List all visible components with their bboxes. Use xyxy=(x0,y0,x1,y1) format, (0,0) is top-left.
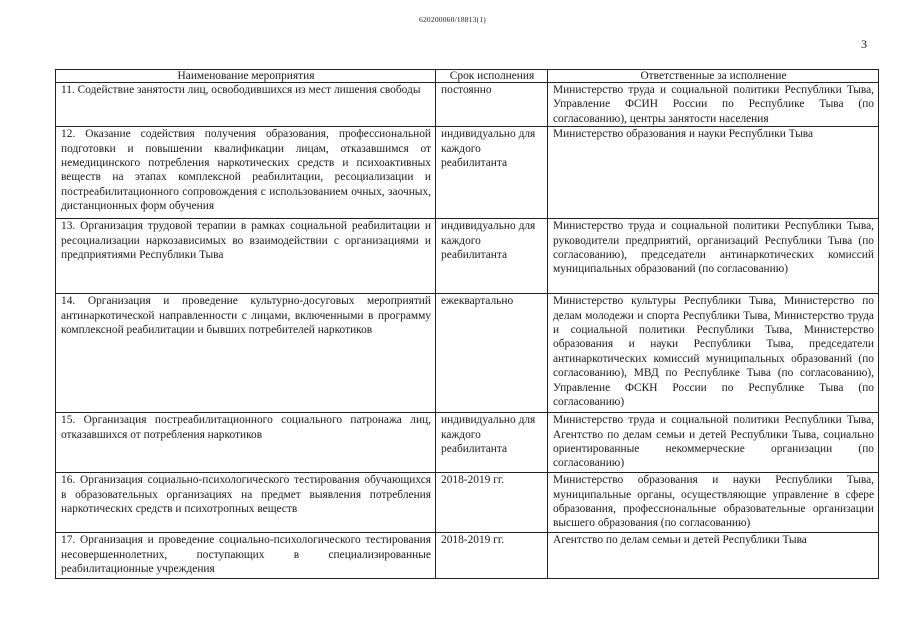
event-term: 2018-2019 гг. xyxy=(436,473,548,533)
event-term: ежеквартально xyxy=(436,294,548,413)
column-header-name: Наименование мероприятия xyxy=(56,70,436,83)
event-responsible: Министерство образования и науки Республики Тыва xyxy=(548,127,879,219)
table-row xyxy=(56,294,879,413)
table-row xyxy=(56,473,879,533)
column-header-term: Срок исполнения xyxy=(436,70,548,83)
table-row xyxy=(56,533,879,579)
table-row xyxy=(56,127,879,219)
event-term: 2018-2019 гг. xyxy=(436,533,548,579)
event-term: индивидуально для каждого реабилитанта xyxy=(436,219,548,294)
event-name: 12. Оказание содействия получения образования, профессиональной подготовки и повышении квалификации лицам, отказавшимся от немедицинского потребления наркотических средств и психоактивных веществ на этапах комплексной реабилитации, ресоциализации и постреабилитационного сопровождения с использованием очных, заочных, дистанционных форм обучения xyxy=(56,127,436,219)
event-name: 13. Организация трудовой терапии в рамках социальной реабилитации и ресоциализации наркозависимых во взаимодействии с организациями и предприятиями Республики Тыва xyxy=(56,219,436,294)
event-responsible: Министерство культуры Республики Тыва, Министерство по делам молодежи и спорта Республики Тыва, Министерство труда и социальной политики Республики Тыва, Министерство образования и науки Республики Тыва, председатели антинаркотических комиссий муниципальных образований (по согласованию), МВД по Республике Тыва (по согласованию), Управление ФСКН России по Республике Тыва (по согласованию) xyxy=(548,294,879,413)
event-name: 16. Организация социально-психологического тестирования обучающихся в образовательных организациях на предмет выявления потребления наркотических средств и психотропных веществ xyxy=(56,473,436,533)
event-term: индивидуально для каждого реабилитанта xyxy=(436,413,548,473)
table-row xyxy=(56,413,879,473)
event-name: 14. Организация и проведение культурно-досуговых мероприятий антинаркотической направленности с лицами, включенными в программу комплексной реабилитации и бывших потребителей наркотиков xyxy=(56,294,436,413)
page-number: 3 xyxy=(861,37,867,51)
event-term: индивидуально для каждого реабилитанта xyxy=(436,127,548,219)
document-id: 620200060/18813(1) xyxy=(419,15,486,24)
events-table xyxy=(55,69,879,579)
event-responsible: Министерство образования и науки Республики Тыва, муниципальные органы, осуществляющие управление в сфере образования, профессиональные образовательные организации высшего образования (по согласованию) xyxy=(548,473,879,533)
event-name: 11. Содействие занятости лиц, освободившихся из мест лишения свободы xyxy=(56,83,436,127)
table-header-row xyxy=(56,70,879,83)
event-responsible: Министерство труда и социальной политики Республики Тыва, Агентство по делам семьи и детей Республики Тыва, социально ориентированные некоммерческие организации (по согласованию) xyxy=(548,413,879,473)
event-term: постоянно xyxy=(436,83,548,127)
event-name: 15. Организация постреабилитационного социального патронажа лиц, отказавшихся от потребления наркотиков xyxy=(56,413,436,473)
event-responsible: Министерство труда и социальной политики Республики Тыва, руководители предприятий, организаций Республики Тыва (по согласованию), председатели антинаркотических комиссий муниципальных образований (по согласованию) xyxy=(548,219,879,294)
event-responsible: Министерство труда и социальной политики Республики Тыва, Управление ФСИН России по Республике Тыва (по согласованию), центры занятости населения xyxy=(548,83,879,127)
table-row xyxy=(56,83,879,127)
column-header-responsible: Ответственные за исполнение xyxy=(548,70,879,83)
event-responsible: Агентство по делам семьи и детей Республики Тыва xyxy=(548,533,879,579)
event-name: 17. Организация и проведение социально-психологического тестирования несовершеннолетних, поступающих в специализированные реабилитационные учреждения xyxy=(56,533,436,579)
table-row xyxy=(56,219,879,294)
